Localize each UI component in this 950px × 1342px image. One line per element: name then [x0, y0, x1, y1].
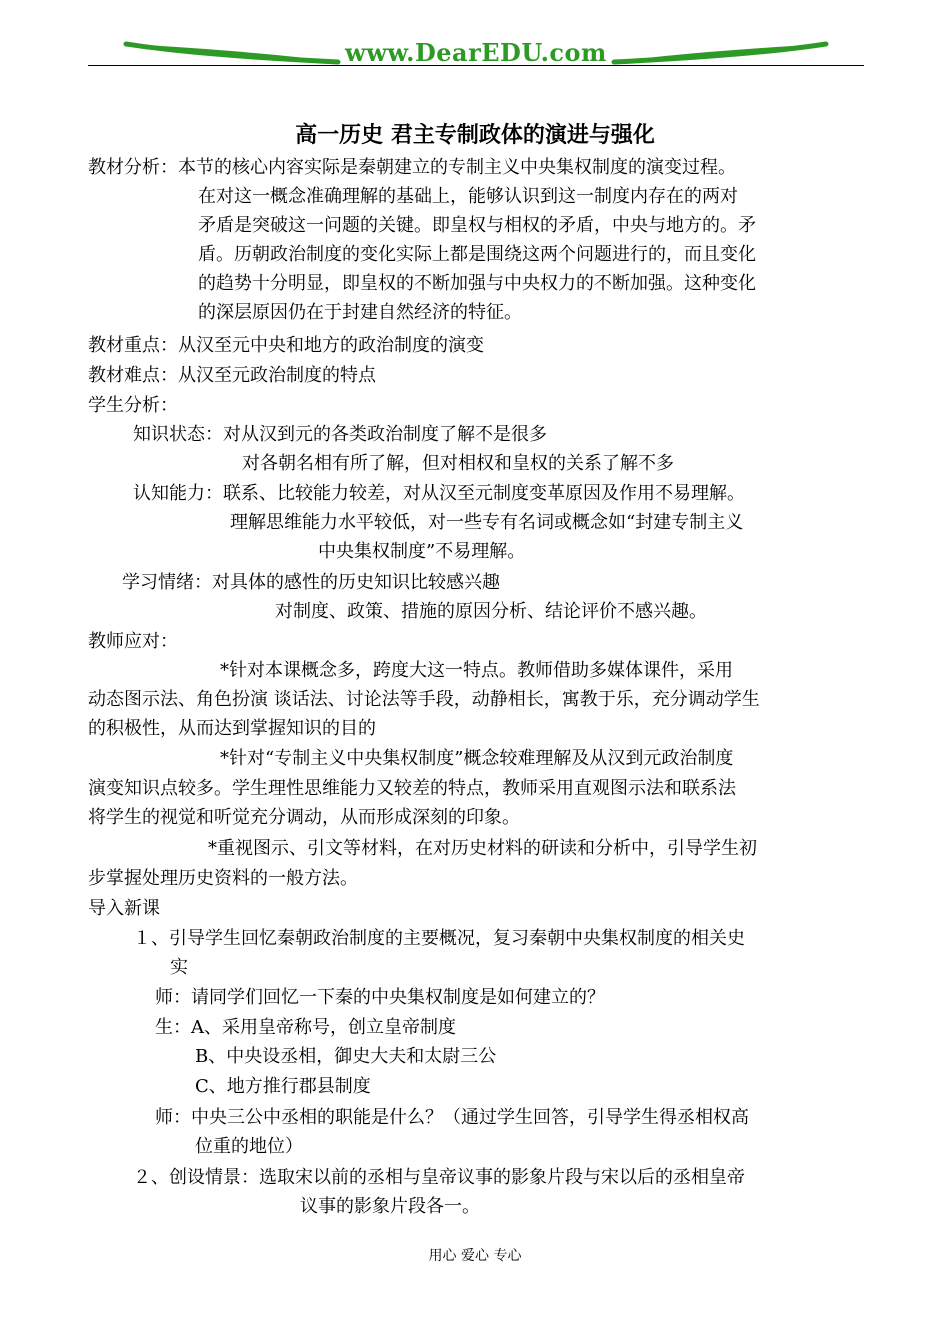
text-line: 教材重点：从汉至元中央和地方的政治制度的演变	[88, 335, 484, 356]
text-line: １、引导学生回忆秦朝政治制度的主要概况，复习秦朝中央集权制度的相关史	[133, 928, 745, 949]
text-line: 矛盾是突破这一问题的关键。即皇权与相权的矛盾，中央与地方的。矛	[198, 215, 756, 236]
text-line: 知识状态：对从汉到元的各类政治制度了解不是很多	[133, 424, 547, 445]
text-line: B、中央设丞相，御史大夫和太尉三公	[195, 1046, 497, 1067]
text-line: 师：中央三公中丞相的职能是什么？（通过学生回答，引导学生得丞相权高	[155, 1107, 749, 1128]
text-line: 认知能力：联系、比较能力较差，对从汉至元制度变革原因及作用不易理解。	[133, 483, 745, 504]
text-line: 学习情绪：对具体的感性的历史知识比较感兴趣	[122, 572, 500, 593]
text-line: 的深层原因仍在于封建自然经济的特征。	[198, 302, 522, 323]
text-line: 对各朝名相有所了解，但对相权和皇权的关系了解不多	[242, 453, 674, 474]
text-line: 实	[170, 957, 188, 978]
text-line: 的积极性，从而达到掌握知识的目的	[88, 718, 376, 739]
text-line: 演变知识点较多。学生理性思维能力又较差的特点，教师采用直观图示法和联系法	[88, 778, 736, 799]
text-line: 教师应对：	[88, 631, 178, 652]
page-footer: 用心 爱心 专心	[428, 1248, 522, 1264]
text-line: 生：A、采用皇帝称号，创立皇帝制度	[155, 1017, 456, 1038]
text-line: 在对这一概念准确理解的基础上，能够认识到这一制度内存在的两对	[198, 186, 738, 207]
text-line: 位重的地位）	[195, 1136, 303, 1157]
header-divider	[88, 65, 864, 66]
text-line: 导入新课	[88, 898, 160, 919]
text-line: 教材分析：本节的核心内容实际是秦朝建立的专制主义中央集权制度的演变过程。	[88, 157, 736, 178]
text-line: 盾。历朝政治制度的变化实际上都是围绕这两个问题进行的，而且变化	[198, 244, 756, 265]
page-title: 高一历史 君主专制政体的演进与强化	[295, 122, 655, 148]
text-line: 步掌握处理历史资料的一般方法。	[88, 868, 358, 889]
text-line: 对制度、政策、措施的原因分析、结论评价不感兴趣。	[275, 601, 707, 622]
text-line: *针对本课概念多，跨度大这一特点。教师借助多媒体课件，采用	[220, 660, 733, 681]
text-line: *重视图示、引文等材料，在对历史材料的研读和分析中，引导学生初	[208, 838, 757, 859]
text-line: C、地方推行郡县制度	[195, 1076, 371, 1097]
text-line: 的趋势十分明显，即皇权的不断加强与中央权力的不断加强。这种变化	[198, 273, 756, 294]
text-line: 教材难点：从汉至元政治制度的特点	[88, 365, 376, 386]
text-line: 学生分析：	[88, 395, 178, 416]
text-line: 议事的影象片段各一。	[300, 1196, 480, 1217]
text-line: 中央集权制度”不易理解。	[318, 541, 526, 562]
text-line: *针对“专制主义中央集权制度”概念较难理解及从汉到元政治制度	[220, 748, 734, 769]
text-line: 理解思维能力水平较低，对一些专有名词或概念如“封建专制主义	[230, 512, 744, 533]
text-line: 动态图示法、角色扮演 谈话法、讨论法等手段，动静相长，寓教于乐，充分调动学生	[88, 689, 760, 710]
text-line: ２、创设情景：选取宋以前的丞相与皇帝议事的影象片段与宋以后的丞相皇帝	[133, 1167, 745, 1188]
text-line: 师：请同学们回忆一下秦的中央集权制度是如何建立的？	[155, 987, 605, 1008]
text-line: 将学生的视觉和听觉充分调动，从而形成深刻的印象。	[88, 807, 520, 828]
site-logo-text: www.DearEDU.com	[345, 38, 607, 67]
